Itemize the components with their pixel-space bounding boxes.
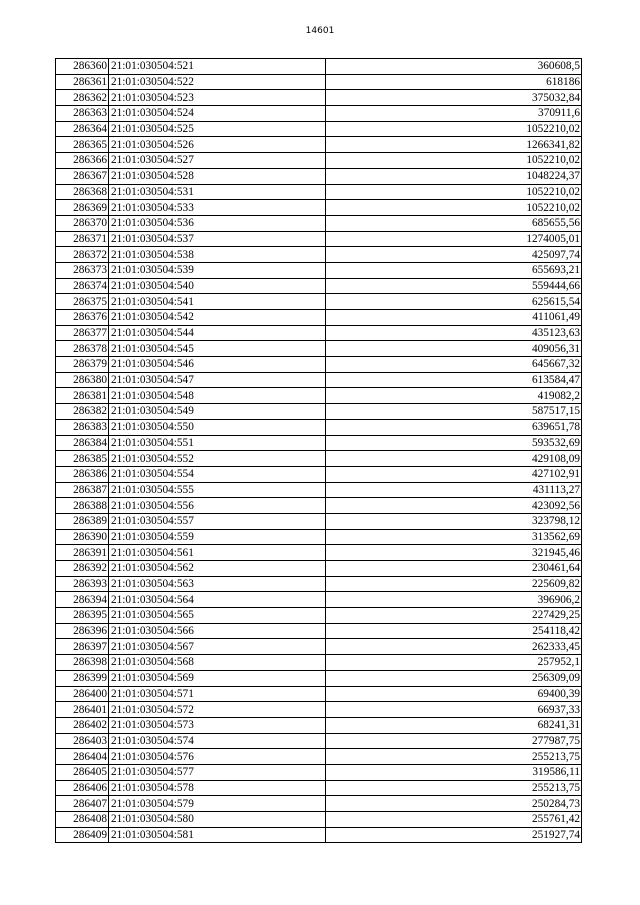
cadastral-number-cell: 21:01:030504:526	[109, 137, 326, 153]
cadastral-value-cell: 277987,75	[326, 733, 582, 749]
row-number-cell: 286360	[56, 59, 109, 75]
cadastral-value-cell: 411061,49	[326, 310, 582, 326]
cadastral-value-cell: 396906,2	[326, 592, 582, 608]
table-row	[56, 827, 582, 843]
cadastral-value-cell: 375032,84	[326, 90, 582, 106]
cadastral-value-cell: 1274005,01	[326, 231, 582, 247]
row-number-cell: 286405	[56, 764, 109, 780]
cadastral-value-cell: 1052210,02	[326, 200, 582, 216]
table-row	[56, 733, 582, 749]
cadastral-value-cell: 69400,39	[326, 686, 582, 702]
cadastral-value-cell: 255213,75	[326, 749, 582, 765]
table-row	[56, 482, 582, 498]
cadastral-number-cell: 21:01:030504:580	[109, 812, 326, 828]
cadastral-value-cell: 645667,32	[326, 357, 582, 373]
row-number-cell: 286394	[56, 592, 109, 608]
table-row	[56, 247, 582, 263]
cadastral-number-cell: 21:01:030504:565	[109, 608, 326, 624]
cadastral-value-cell: 618186	[326, 74, 582, 90]
cadastral-value-cell: 593532,69	[326, 435, 582, 451]
row-number-cell: 286366	[56, 153, 109, 169]
cadastral-value-cell: 255761,42	[326, 812, 582, 828]
row-number-cell: 286398	[56, 655, 109, 671]
table-row	[56, 529, 582, 545]
row-number-cell: 286401	[56, 702, 109, 718]
row-number-cell: 286377	[56, 325, 109, 341]
cadastral-number-cell: 21:01:030504:523	[109, 90, 326, 106]
table-row	[56, 576, 582, 592]
cadastral-number-cell: 21:01:030504:579	[109, 796, 326, 812]
row-number-cell: 286382	[56, 404, 109, 420]
row-number-cell: 286371	[56, 231, 109, 247]
cadastral-number-cell: 21:01:030504:581	[109, 827, 326, 843]
table-row	[56, 215, 582, 231]
row-number-cell: 286392	[56, 561, 109, 577]
cadastral-number-cell: 21:01:030504:563	[109, 576, 326, 592]
cadastral-value-cell: 613584,47	[326, 372, 582, 388]
cadastral-value-cell: 262333,45	[326, 639, 582, 655]
table-row	[56, 764, 582, 780]
cadastral-number-cell: 21:01:030504:574	[109, 733, 326, 749]
cadastral-number-cell: 21:01:030504:564	[109, 592, 326, 608]
cadastral-number-cell: 21:01:030504:577	[109, 764, 326, 780]
cadastral-number-cell: 21:01:030504:566	[109, 623, 326, 639]
row-number-cell: 286402	[56, 717, 109, 733]
cadastral-value-cell: 360608,5	[326, 59, 582, 75]
row-number-cell: 286406	[56, 780, 109, 796]
cadastral-value-cell: 1266341,82	[326, 137, 582, 153]
table-row	[56, 498, 582, 514]
table-row	[56, 404, 582, 420]
row-number-cell: 286370	[56, 215, 109, 231]
table-row	[56, 608, 582, 624]
cadastral-value-cell: 370911,6	[326, 106, 582, 122]
cadastral-number-cell: 21:01:030504:527	[109, 153, 326, 169]
cadastral-number-cell: 21:01:030504:542	[109, 310, 326, 326]
cadastral-value-cell: 319586,11	[326, 764, 582, 780]
row-number-cell: 286397	[56, 639, 109, 655]
cadastral-value-cell: 251927,74	[326, 827, 582, 843]
cadastral-number-cell: 21:01:030504:546	[109, 357, 326, 373]
cadastral-number-cell: 21:01:030504:541	[109, 294, 326, 310]
row-number-cell: 286389	[56, 513, 109, 529]
table-row	[56, 686, 582, 702]
table-row	[56, 812, 582, 828]
row-number-cell: 286374	[56, 278, 109, 294]
cadastral-number-cell: 21:01:030504:568	[109, 655, 326, 671]
cadastral-number-cell: 21:01:030504:536	[109, 215, 326, 231]
cadastral-number-cell: 21:01:030504:552	[109, 451, 326, 467]
cadastral-number-cell: 21:01:030504:537	[109, 231, 326, 247]
cadastral-value-cell: 254118,42	[326, 623, 582, 639]
table-row	[56, 639, 582, 655]
row-number-cell: 286386	[56, 466, 109, 482]
table-row	[56, 561, 582, 577]
cadastral-value-cell: 313562,69	[326, 529, 582, 545]
cadastral-number-cell: 21:01:030504:572	[109, 702, 326, 718]
cadastral-value-cell: 685655,56	[326, 215, 582, 231]
table-row	[56, 702, 582, 718]
table-row	[56, 106, 582, 122]
table-row	[56, 357, 582, 373]
row-number-cell: 286378	[56, 341, 109, 357]
row-number-cell: 286364	[56, 121, 109, 137]
cadastral-value-cell: 587517,15	[326, 404, 582, 420]
row-number-cell: 286385	[56, 451, 109, 467]
cadastral-number-cell: 21:01:030504:544	[109, 325, 326, 341]
cadastral-value-cell: 625615,54	[326, 294, 582, 310]
cadastral-number-cell: 21:01:030504:569	[109, 670, 326, 686]
cadastral-number-cell: 21:01:030504:551	[109, 435, 326, 451]
table-row	[56, 749, 582, 765]
table-row	[56, 184, 582, 200]
cadastral-number-cell: 21:01:030504:549	[109, 404, 326, 420]
table-row	[56, 717, 582, 733]
cadastral-number-cell: 21:01:030504:557	[109, 513, 326, 529]
row-number-cell: 286363	[56, 106, 109, 122]
table-row	[56, 262, 582, 278]
row-number-cell: 286395	[56, 608, 109, 624]
cadastral-number-cell: 21:01:030504:547	[109, 372, 326, 388]
cadastral-value-cell: 1052210,02	[326, 121, 582, 137]
table-row	[56, 780, 582, 796]
cadastral-value-cell: 639651,78	[326, 419, 582, 435]
table-row	[56, 153, 582, 169]
cadastral-number-cell: 21:01:030504:559	[109, 529, 326, 545]
cadastral-number-cell: 21:01:030504:525	[109, 121, 326, 137]
cadastral-number-cell: 21:01:030504:555	[109, 482, 326, 498]
cadastral-value-cell: 655693,21	[326, 262, 582, 278]
table-row	[56, 513, 582, 529]
row-number-cell: 286368	[56, 184, 109, 200]
table-row	[56, 121, 582, 137]
row-number-cell: 286380	[56, 372, 109, 388]
cadastral-value-cell: 227429,25	[326, 608, 582, 624]
table-row	[56, 310, 582, 326]
page-number: 14601	[305, 26, 335, 36]
row-number-cell: 286393	[56, 576, 109, 592]
table-row	[56, 90, 582, 106]
cadastral-number-cell: 21:01:030504:521	[109, 59, 326, 75]
row-number-cell: 286409	[56, 827, 109, 843]
table-row	[56, 231, 582, 247]
cadastral-number-cell: 21:01:030504:545	[109, 341, 326, 357]
table-row	[56, 655, 582, 671]
cadastral-number-cell: 21:01:030504:578	[109, 780, 326, 796]
cadastral-value-cell: 431113,27	[326, 482, 582, 498]
row-number-cell: 286361	[56, 74, 109, 90]
row-number-cell: 286365	[56, 137, 109, 153]
table-row	[56, 670, 582, 686]
cadastral-value-table	[55, 58, 582, 843]
cadastral-value-cell: 423092,56	[326, 498, 582, 514]
table-row	[56, 796, 582, 812]
cadastral-number-cell: 21:01:030504:556	[109, 498, 326, 514]
cadastral-value-cell: 1052210,02	[326, 184, 582, 200]
row-number-cell: 286387	[56, 482, 109, 498]
row-number-cell: 286391	[56, 545, 109, 561]
table-row	[56, 451, 582, 467]
table-row	[56, 59, 582, 75]
cadastral-value-cell: 323798,12	[326, 513, 582, 529]
row-number-cell: 286379	[56, 357, 109, 373]
cadastral-value-cell: 429108,09	[326, 451, 582, 467]
cadastral-value-cell: 1052210,02	[326, 153, 582, 169]
cadastral-value-cell: 230461,64	[326, 561, 582, 577]
table-row	[56, 592, 582, 608]
cadastral-number-cell: 21:01:030504:550	[109, 419, 326, 435]
row-number-cell: 286407	[56, 796, 109, 812]
cadastral-value-cell: 66937,33	[326, 702, 582, 718]
row-number-cell: 286383	[56, 419, 109, 435]
cadastral-number-cell: 21:01:030504:554	[109, 466, 326, 482]
row-number-cell: 286399	[56, 670, 109, 686]
cadastral-value-cell: 250284,73	[326, 796, 582, 812]
cadastral-number-cell: 21:01:030504:539	[109, 262, 326, 278]
cadastral-number-cell: 21:01:030504:561	[109, 545, 326, 561]
table-row	[56, 168, 582, 184]
table-row	[56, 294, 582, 310]
cadastral-number-cell: 21:01:030504:562	[109, 561, 326, 577]
cadastral-number-cell: 21:01:030504:548	[109, 388, 326, 404]
row-number-cell: 286388	[56, 498, 109, 514]
row-number-cell: 286384	[56, 435, 109, 451]
table-row	[56, 623, 582, 639]
cadastral-value-cell: 257952,1	[326, 655, 582, 671]
row-number-cell: 286375	[56, 294, 109, 310]
cadastral-number-cell: 21:01:030504:571	[109, 686, 326, 702]
cadastral-value-cell: 409056,31	[326, 341, 582, 357]
row-number-cell: 286372	[56, 247, 109, 263]
row-number-cell: 286373	[56, 262, 109, 278]
cadastral-value-cell: 419082,2	[326, 388, 582, 404]
cadastral-value-cell: 256309,09	[326, 670, 582, 686]
table-body	[56, 59, 582, 843]
row-number-cell: 286362	[56, 90, 109, 106]
table-row	[56, 435, 582, 451]
cadastral-number-cell: 21:01:030504:567	[109, 639, 326, 655]
cadastral-value-cell: 427102,91	[326, 466, 582, 482]
cadastral-value-cell: 68241,31	[326, 717, 582, 733]
cadastral-number-cell: 21:01:030504:538	[109, 247, 326, 263]
cadastral-number-cell: 21:01:030504:528	[109, 168, 326, 184]
table-row	[56, 74, 582, 90]
row-number-cell: 286381	[56, 388, 109, 404]
row-number-cell: 286390	[56, 529, 109, 545]
table-row	[56, 200, 582, 216]
cadastral-number-cell: 21:01:030504:576	[109, 749, 326, 765]
cadastral-number-cell: 21:01:030504:533	[109, 200, 326, 216]
table-row	[56, 545, 582, 561]
row-number-cell: 286400	[56, 686, 109, 702]
cadastral-number-cell: 21:01:030504:531	[109, 184, 326, 200]
row-number-cell: 286369	[56, 200, 109, 216]
cadastral-number-cell: 21:01:030504:522	[109, 74, 326, 90]
cadastral-value-cell: 255213,75	[326, 780, 582, 796]
cadastral-value-cell: 1048224,37	[326, 168, 582, 184]
row-number-cell: 286403	[56, 733, 109, 749]
cadastral-value-cell: 225609,82	[326, 576, 582, 592]
cadastral-value-cell: 321945,46	[326, 545, 582, 561]
row-number-cell: 286376	[56, 310, 109, 326]
cadastral-value-cell: 435123,63	[326, 325, 582, 341]
table-row	[56, 137, 582, 153]
row-number-cell: 286404	[56, 749, 109, 765]
cadastral-number-cell: 21:01:030504:540	[109, 278, 326, 294]
table-row	[56, 278, 582, 294]
table-row	[56, 388, 582, 404]
cadastral-number-cell: 21:01:030504:524	[109, 106, 326, 122]
table-row	[56, 419, 582, 435]
cadastral-value-cell: 425097,74	[326, 247, 582, 263]
table-row	[56, 372, 582, 388]
row-number-cell: 286367	[56, 168, 109, 184]
row-number-cell: 286396	[56, 623, 109, 639]
row-number-cell: 286408	[56, 812, 109, 828]
table-row	[56, 341, 582, 357]
cadastral-value-cell: 559444,66	[326, 278, 582, 294]
table-row	[56, 466, 582, 482]
table-row	[56, 325, 582, 341]
cadastral-number-cell: 21:01:030504:573	[109, 717, 326, 733]
